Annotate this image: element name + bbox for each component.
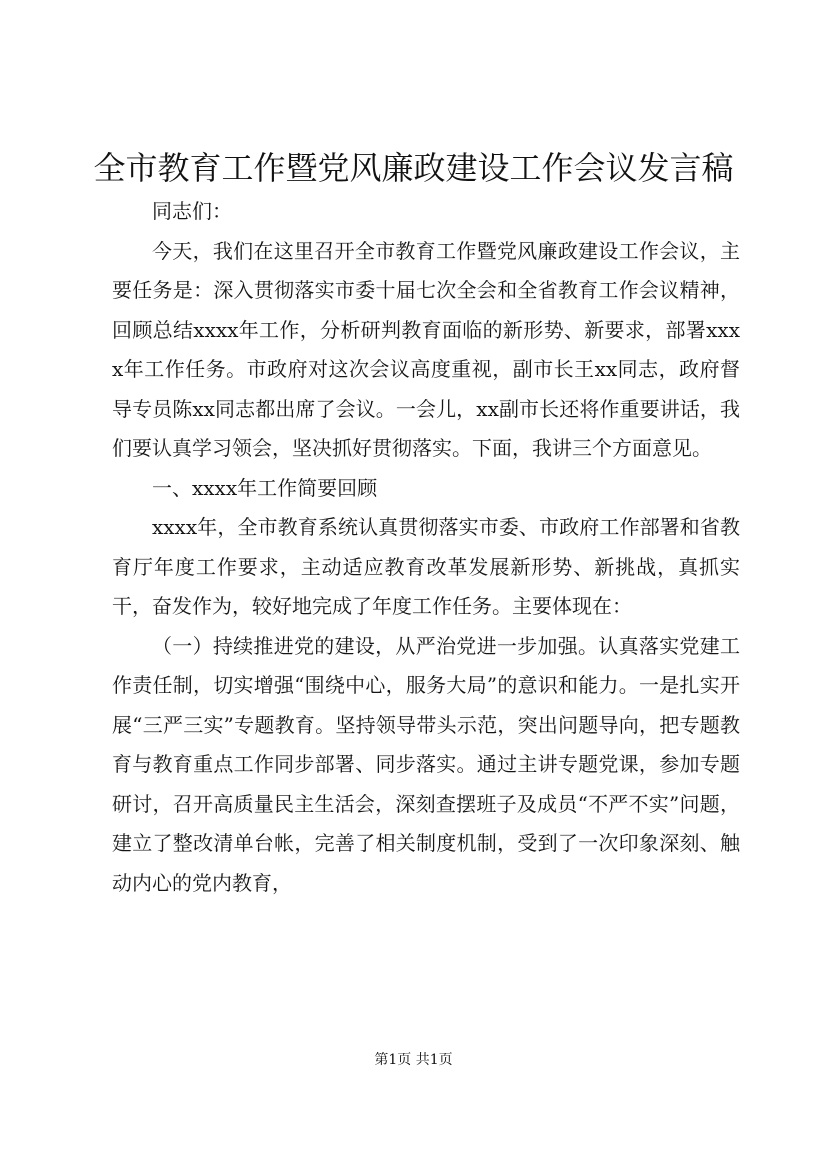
document-title: 全市教育工作暨党风廉政建设工作会议发言稿 (93, 149, 734, 187)
section-heading: 一、xxxx年工作简要回顾 (152, 475, 378, 500)
salutation-paragraph: 同志们： (152, 199, 232, 223)
page-footer: 第1页 共1页 (374, 1052, 453, 1068)
body-paragraph: xxxx年，全市教育系统认真贯彻落实市委、市政府工作部署和省教育厅年度工作要求，主动适应教育改革发展新形势、新挑战，真抓实干，奋发作为，较好地完成了年度工作任务。主要体现在： (112, 515, 740, 618)
body-paragraph: 今天，我们在这里召开全市教育工作暨党风廉政建设工作会议，主要任务是：深入贯彻落实市委十届七次全会和全省教育工作会议精神，回顾总结xxxx年工作，分析研判教育面临的新形势、新要求，部署xxxx年工作任务。市政府对这次会议高度重视，副市长王xx同志，政府督导专员陈xx同志都出席了会议。一会儿，xx副市长还将作重要讲话，我们要认真学习领会，坚决抓好贯彻落实。下面，我讲三个方面意见。 (112, 238, 740, 460)
document-body (112, 192, 740, 903)
body-paragraph: （一）持续推进党的建设，从严治党进一步加强。认真落实党建工作责任制，切实增强“围绕中心，服务大局”的意识和能力。一是扎实开展“三严三实”专题教育。坚持领导带头示范，突出问题导向，把专题教育与教育重点工作同步部署、同步落实。通过主讲专题党课，参加专题研讨，召开高质量民主生活会，深刻查摆班子及成员“不严不实”问题，建立了整改清单台帐，完善了相关制度机制，受到了一次印象深刻、触动内心的党内教育， (112, 633, 740, 895)
